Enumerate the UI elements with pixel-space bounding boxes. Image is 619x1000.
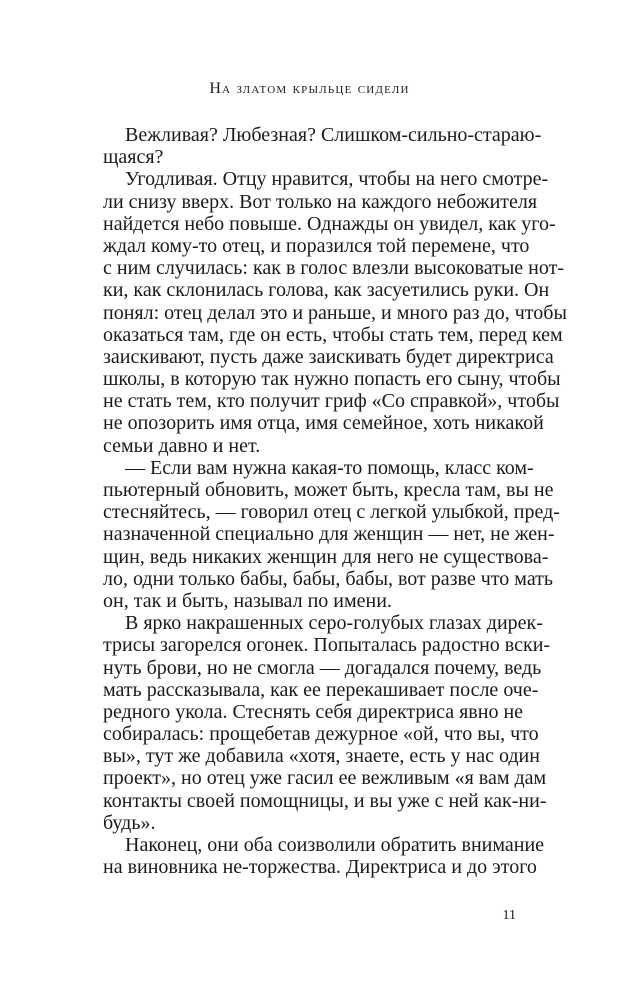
text-line: заискивают, пусть даже заискивать будет директриса xyxy=(103,345,554,368)
running-head: На златом крыльце сидели xyxy=(209,80,410,97)
text-line: понял: отец делал это и раньше, и много раз до, чтобы xyxy=(103,301,567,324)
text-line: с ним случилась: как в голос влезли высоковатые нот- xyxy=(103,257,564,280)
body-text xyxy=(103,124,567,879)
text-line: не опозорить имя отца, имя семейное, хоть никакой xyxy=(103,412,544,435)
text-line: стесняйтесь, — говорил отец с легкой улыбкой, пред- xyxy=(103,501,560,524)
text-line: ждал кому-то отец, и поразился той перемене, что xyxy=(103,234,530,257)
page-number: 11 xyxy=(502,908,516,923)
text-line: трисы загорелся огонек. Попыталась радостно вски- xyxy=(103,634,551,657)
text-line: Угодливая. Отцу нравится, чтобы на него смотре- xyxy=(125,168,549,191)
text-line: проект», но отец уже гасил ее вежливым «я вам дам xyxy=(103,767,547,790)
text-line: собиралась: прощебетав дежурное «ой, что вы, что xyxy=(103,723,539,746)
paragraph xyxy=(103,168,567,457)
text-line: редного укола. Стеснять себя директриса явно не xyxy=(103,700,524,723)
paragraph xyxy=(103,834,545,879)
paragraph xyxy=(103,612,551,834)
text-line: не стать тем, кто получит гриф «Со справкой», чтобы xyxy=(103,390,560,413)
text-line: контакты своей помощницы, и вы уже с ней как-ни- xyxy=(103,789,547,812)
text-line: вы», тут же добавила «хотя, знаете, есть у нас один xyxy=(103,745,540,768)
text-line: щин, ведь никаких женщин для него не существова- xyxy=(103,545,549,568)
text-line: щаяся? xyxy=(103,146,164,169)
text-line: будь». xyxy=(103,811,156,834)
text-line: Наконец, они оба соизволили обратить внимание xyxy=(125,834,545,856)
text-line: нуть брови, но не смогла — догадался почему, ведь xyxy=(103,656,542,679)
text-line: он, так и быть, называл по имени. xyxy=(103,589,392,612)
paragraph xyxy=(103,456,560,612)
text-line: школы, в которую так нужно попасть его сыну, чтобы xyxy=(103,368,561,391)
text-line: ки, как склонилась голова, как засуетились руки. Он xyxy=(103,279,550,302)
text-line: ло, одни только бабы, бабы, бабы, вот разве что мать xyxy=(103,567,554,590)
text-line: ли снизу вверх. Вот только на каждого небожителя xyxy=(103,190,538,213)
text-line: семьи давно и нет. xyxy=(103,434,261,457)
text-line: оказаться там, где он есть, чтобы стать тем, перед кем xyxy=(103,323,563,346)
text-line: — Если вам нужна какая-то помощь, класс ком- xyxy=(125,456,534,479)
text-line: на виновника не-торжества. Директриса и до этого xyxy=(103,856,537,879)
text-line: пьютерный обновить, может быть, кресла там, вы не xyxy=(103,479,554,501)
text-line: назначенной специально для женщин — нет, не жен- xyxy=(103,523,555,546)
text-line: В ярко накрашенных серо-голубых глазах дирек- xyxy=(125,612,543,635)
text-line: мать рассказывала, как ее перекашивает после оче- xyxy=(103,678,539,701)
text-line: найдется небо повыше. Однажды он увидел, как уго- xyxy=(103,212,556,235)
paragraph xyxy=(103,124,542,169)
text-line: Вежливая? Любезная? Слишком-сильно-стараю- xyxy=(125,124,542,146)
